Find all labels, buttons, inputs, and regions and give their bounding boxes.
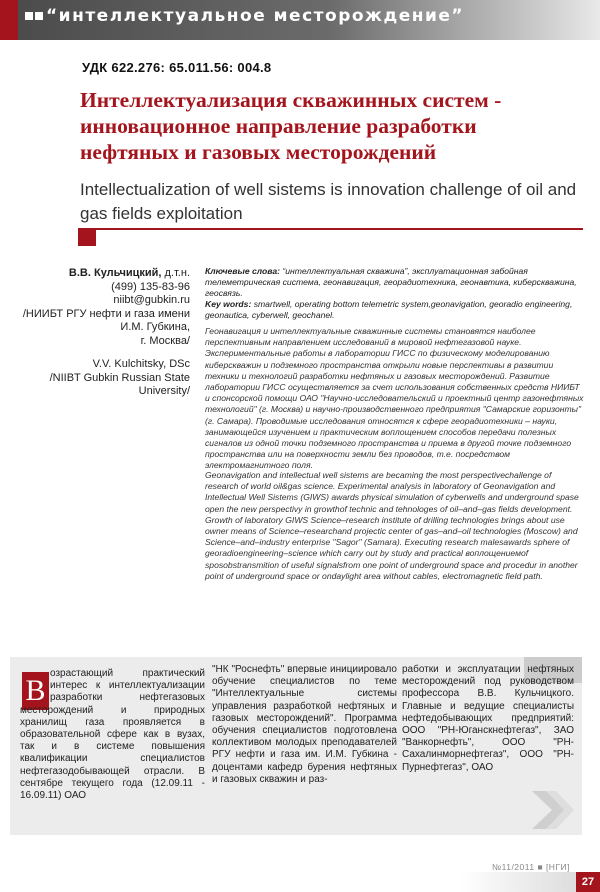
author-block <box>20 267 190 399</box>
section-header-band <box>0 0 600 40</box>
keywords-ru-label: Ключевые слова: <box>205 266 280 276</box>
drop-cap: В <box>22 672 49 710</box>
author-affiliation-en: University/ <box>138 385 190 397</box>
author-affiliation-en: /NIIBT Gubkin Russian State <box>49 371 190 384</box>
keywords-en-label: Key words: <box>205 299 252 309</box>
section-title: “интеллектуальное месторождение” <box>46 6 465 26</box>
chevron-right-icon <box>532 791 574 829</box>
body-column-2: "НК "Роснефть" впервые инициировало обучение специалистов по теме "Интеллектуальные системы управления разработкой нефтяных и газовых месторождений". Программа обучения специалистов подготовлена коллективом молодых преподавателей РГУ нефти и газа им. И.М. Губкина - доцентами кафедр бурения нефтяных и газовых скважин и раз- <box>212 664 397 785</box>
author-email: niibt@gubkin.ru <box>113 294 190 306</box>
header-square-icon <box>35 12 43 20</box>
abstract-en: Geonavigation and intellectual well sistems are becaming the most perspectivechallenge of research of world oil&gas science. Experimental analysis in laboratory of Geonavigation and Intellectual Well Sistems (GIWS) awards physical simulation of cyberwells and underground spase open the new perspectivy in growthof technic and tehnologes of oil–and–gas fields development. Growth of laboratory GIWS Science–research institute of drilling technologies brings about use owner means of Science–researchand projectic center of gas–and–oil technologies (Moscow) and Science–and–industry enterprise "Sagor" (Samara). Executing research malesawards sphere of georadioengineering–science which carry out by study and practical воплощениемof sposobstransmition of useful signalsfrom one point of underground space and procedur in another point of underground space or ondaylight area without cables, electromagnetic field path. <box>205 470 579 581</box>
header-square-icon <box>25 12 33 20</box>
author-phone: (499) 135-83-96 <box>111 280 190 293</box>
header-red-block <box>0 0 18 40</box>
issue-label: №11/2011 ■ [НГИ] <box>492 862 571 872</box>
title-divider <box>78 228 583 230</box>
author-affiliation: г. Москва/ <box>140 334 190 347</box>
footer-bar <box>460 872 576 892</box>
keywords-en: smartwell, operating bottom telemetric system,geonavigation, georadio engineering, geonautica, cyberwell, geochanel. <box>205 299 573 320</box>
keywords-block <box>205 266 585 321</box>
article-title-en: Intellectualization of well sistems is innovation challenge of oil and gas fields exploitation <box>80 180 577 223</box>
author-affiliation: /НИИБТ РГУ нефти и газа имени <box>22 307 190 320</box>
body-column-3: работки и эксплуатации нефтяных месторождений под руководством профессора В.В. Кульчицкого. Главные и ведущие специалисты нефтедобывающих предприятий: ООО "РН-Юганскнефтегаз", ЗАО "Ванкорнефть", ООО "РН-Сахалинморнефтегаз", ООО "РН-Пурнефтегаз", ОАО <box>402 664 574 773</box>
author-name: В.В. Кульчицкий, <box>68 267 162 279</box>
author-degree: д.т.н. <box>164 267 190 279</box>
udc-code: УДК 622.276: 65.011.56: 004.8 <box>82 60 272 75</box>
body-column-1: озрастающий практический интерес к интеллектуализации разработки нефтегазовых месторождений и природных хранилищ газа проявляется в образовательной сфере как в вузах, так и в системе повышения квалификации специалистов нефтегазодобывающей отрасли. В сентябре текущего года (12.09.11 - 16.09.11) ОАО <box>20 668 205 802</box>
abstract-ru: Геонавигация и интеллектуальные скважинные системы становятся наиболее перспективным направлением исследований в мировой нефтегазовой науке. Экспериментальные работы в лаборатории ГИСС по физическому моделированию киберскважин и подземного пространства открыли новые перспективы в развитии техники и технологий разработки нефтяных и газовых месторождений. Развитие лаборатории ГИСС осуществляется за счет использования собственных средств НИИБТ и спонсорской помощи ОАО "Научно-исследовательский и проектный центр газонефтяных технологий" (г. Москва) и научно-производственного предприятия "Самарские горизонты" (г. Самара). Проводимые исследования относятся к сфере георадиотехники – науки, занимающейся изучением и практическим воплощением способов передачи полезных сигналов из одной точки подземного пространства и приема в другой точке подземного пространства или на поверхности земли без проводов, т.е. посредством электромагнитного поля. <box>205 326 584 471</box>
author-name-en: V.V. Kulchitsky, DSc <box>92 358 190 370</box>
author-affiliation: И.М. Губкина, <box>120 321 190 333</box>
article-title-ru: Интеллектуализация скважинных систем - инновационное направление разработки нефтяных и газовых месторождений <box>80 88 502 164</box>
page-number: 27 <box>576 872 600 892</box>
keywords-ru: “интеллектуальная скважина”, эксплуатационная забойная телеметрическая система, геонавигация, георадиотехника, геонавтика, киберскважина, геосвязь. <box>205 266 577 298</box>
divider-red-square <box>78 228 96 246</box>
